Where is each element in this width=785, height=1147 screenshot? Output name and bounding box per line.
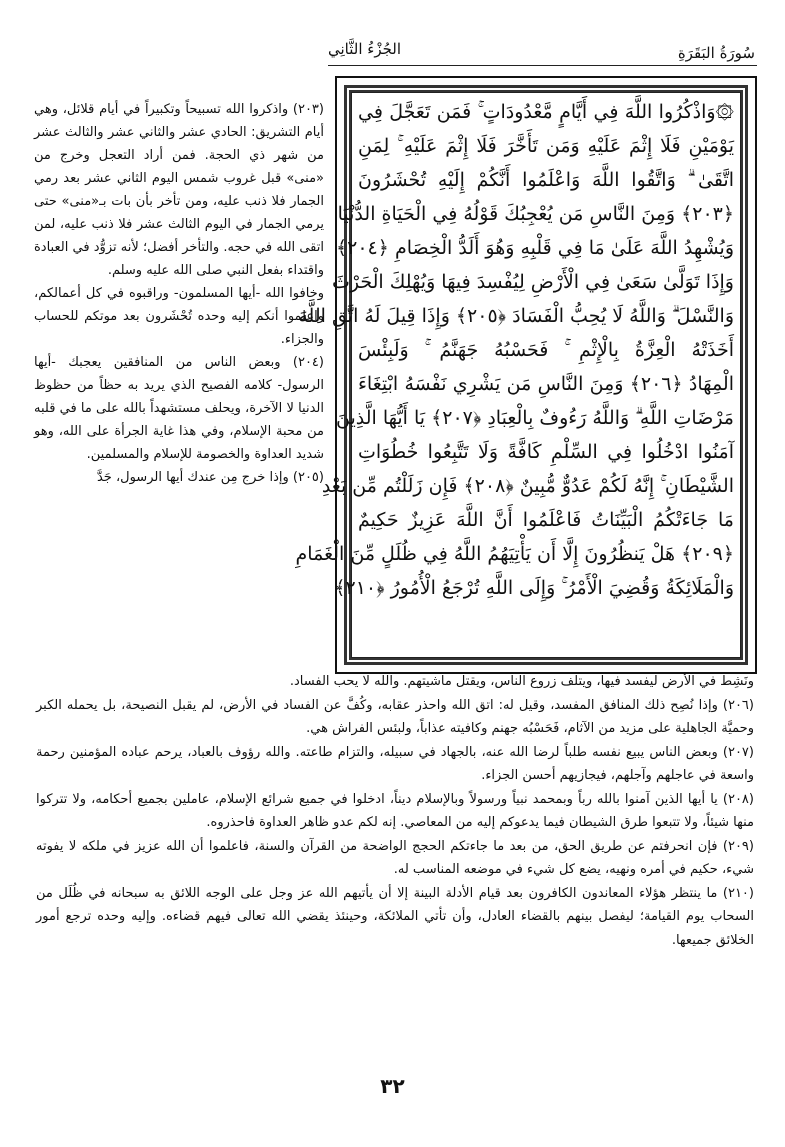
quran-line: وَالنَّسْلَ ۗ وَاللَّهُ لَا يُحِبُّ الْفَسَادَ ﴿٢٠٥﴾ وَإِذَا قِيلَ لَهُ اتَّقِ اللَّهَ (298, 305, 734, 327)
quran-line: اتَّقَىٰ ۗ وَاتَّقُوا اللَّهَ وَاعْلَمُوا أَنَّكُمْ إِلَيْهِ تُحْشَرُونَ (358, 169, 734, 191)
tafsir-side-column (34, 98, 324, 489)
tafsir-paragraph: وخافوا الله -أيها المسلمون- وراقبوه في كل أعمالكم، واعلموا أنكم إليه وحده تُحْشَرون بعد موتكم للحساب والجزاء. (34, 286, 324, 347)
quran-line: آمَنُوا ادْخُلُوا فِي السِّلْمِ كَافَّةً وَلَا تَتَّبِعُوا خُطُوَاتِ (358, 441, 734, 463)
page-number: ٣٢ (380, 1074, 405, 1098)
quran-line: ﴿٢٠٩﴾ هَلْ يَنظُرُونَ إِلَّا أَن يَأْتِيَهُمُ اللَّهُ فِي ظُلَلٍ مِّنَ الْغَمَامِ (295, 543, 734, 565)
tafsir-main-column (36, 670, 754, 952)
tafsir-paragraph: ونَشِط في الأرض ليفسد فيها، ويتلف زروع الناس، ويقتل ماشيتهم. والله لا يحب الفساد. (289, 674, 754, 689)
tafsir-paragraph: (٢٠٤) وبعض الناس من المنافقين يعجبك -أيها الرسول- كلامه الفصيح الذي يريد به حظاً من حظوظ الدنيا لا الآخرة، ويحلف مستشهداً بالله على ما في قلبه من محبة الإسلام، وفي هذا غاية الجرأة على الله، وهو شديد العداوة والخصومة للإسلام والمسلمين. (34, 355, 324, 462)
tafsir-paragraph: (٢٠٧) وبعض الناس يبيع نفسه طلباً لرضا الله عنه، بالجهاد في سبيله، والتزام طاعته. والله رؤوف بالعباد، يرحم عباده المؤمنين رحمة واسعة في عاجلهم وآجلهم، فيجازيهم أحسن الجزاء. (36, 744, 754, 783)
quran-text-block (295, 92, 741, 658)
quran-frame (295, 76, 757, 674)
quran-line: أَخَذَتْهُ الْعِزَّةُ بِالْإِثْمِ ۚ فَحَسْبُهُ جَهَنَّمُ ۚ وَلَبِئْسَ (358, 339, 734, 361)
surah-header: سُورَةُ البَقَرَةِ (677, 44, 755, 62)
tafsir-paragraph: (٢٠٥) وإذا خرج مِن عندك أيها الرسول، جَدَّ (96, 470, 324, 485)
quran-line: يَوْمَيْنِ فَلَا إِثْمَ عَلَيْهِ وَمَن تَأَخَّرَ فَلَا إِثْمَ عَلَيْهِ ۚ لِمَنِ (358, 135, 734, 157)
tafsir-paragraph: (٢٠٩) فإن انحرفتم عن طريق الحق، من بعد ما جاءتكم الحجج الواضحة من القرآن والسنة، فاعلموا أن الله عزيز في ملكه لا يفوته شيء، حكيم في أمره ونهيه، يضع كل شيء في موضعه المناسب له. (36, 838, 754, 877)
tafsir-paragraph: (٢٠٨) يا أيها الذين آمنوا بالله رباً وبمحمد نبياً ورسولاً وبالإسلام ديناً، ادخلوا في جميع شرائع الإسلام، عاملين بجميع أحكامه، ولا تتركوا منها شيئاً، ولا تتبعوا طرق الشيطان فيما يدعوكم إليه من المعاصي. إنه لكم عدو ظاهر العداوة فاحذروه. (36, 791, 754, 830)
quran-line: مَا جَاءَتْكُمُ الْبَيِّنَاتُ فَاعْلَمُوا أَنَّ اللَّهَ عَزِيزٌ حَكِيمٌ (358, 509, 734, 531)
quran-line: ۞وَاذْكُرُوا اللَّهَ فِي أَيَّامٍ مَّعْدُودَاتٍ ۚ فَمَن تَعَجَّلَ فِي (358, 101, 734, 123)
tafsir-paragraph: (٢٠٣) واذكروا الله تسبيحاً وتكبيراً في أيام قلائل، وهي أيام التشريق: الحادي عشر والثاني عشر والثالث عشر من شهر ذي الحجة. فمن أراد التعجل وخرج من «منى» قبل غروب شمس اليوم الثاني عشر بعد رمي الجمار فلا ذنب عليه، ومن تأخر بأن بات بـ«منى» حتى يرمي الجمار في اليوم الثالث عشر فلا ذنب عليه، لمن اتقى الله في حجه. والتأخر أفضل؛ لأنه تزوُّد في العبادة واقتداء بفعل النبي صلى الله عليه وسلم. (34, 102, 324, 278)
tafsir-paragraph: (٢٠٦) وإذا نُصِح ذلك المنافق المفسد، وقيل له: اتق الله واحذر عقابه، وكُفَّ عن الفساد في الأرض، لم يقبل النصيحة، بل يحمله الكبر وحميَّة الجاهلية على مزيد من الآثام، فَحَسْبُه جهنم وكافيته عذاباً، ولبئس الفراش هي. (36, 697, 754, 736)
quran-line: ﴿٢٠٣﴾ وَمِنَ النَّاسِ مَن يُعْجِبُكَ قَوْلُهُ فِي الْحَيَاةِ الدُّنْيَا (337, 203, 734, 225)
quran-line: الْمِهَادُ ﴿٢٠٦﴾ وَمِنَ النَّاسِ مَن يَشْرِي نَفْسَهُ ابْتِغَاءَ (358, 373, 734, 395)
quran-line: وَإِذَا تَوَلَّىٰ سَعَىٰ فِي الْأَرْضِ لِيُفْسِدَ فِيهَا وَيُهْلِكَ الْحَرْثَ (332, 271, 734, 293)
quran-line: وَالْمَلَائِكَةُ وَقُضِيَ الْأَمْرُ ۚ وَإِلَى اللَّهِ تُرْجَعُ الْأُمُورُ ﴿٢١٠﴾ (334, 577, 734, 599)
tafsir-paragraph: (٢١٠) ما ينتظر هؤلاء المعاندون الكافرون بعد قيام الأدلة البينة إلا أن يأتيهم الله عز وجل على الوجه اللائق به سبحانه في ظُلَل من السحاب يوم القيامة؛ ليفصل بينهم بالقضاء العادل، وأن تأتي الملائكة، وحينئذ يقضي الله تعالى فيهم قضاءه. وإليه وحده ترجع أمور الخلائق جميعها. (36, 885, 754, 948)
header-divider (328, 65, 757, 66)
juz-header: الجُزْءُ الثَّانِي (328, 40, 402, 58)
quran-line: الشَّيْطَانِ ۚ إِنَّهُ لَكُمْ عَدُوٌّ مُّبِينٌ ﴿٢٠٨﴾ فَإِن زَلَلْتُم مِّن بَعْدِ (321, 475, 734, 497)
quran-line: مَرْضَاتِ اللَّهِ ۗ وَاللَّهُ رَءُوفٌ بِالْعِبَادِ ﴿٢٠٧﴾ يَا أَيُّهَا الَّذِينَ (336, 407, 734, 429)
quran-line: وَيُشْهِدُ اللَّهَ عَلَىٰ مَا فِي قَلْبِهِ وَهُوَ أَلَدُّ الْخِصَامِ ﴿٢٠٤﴾ (336, 237, 734, 259)
